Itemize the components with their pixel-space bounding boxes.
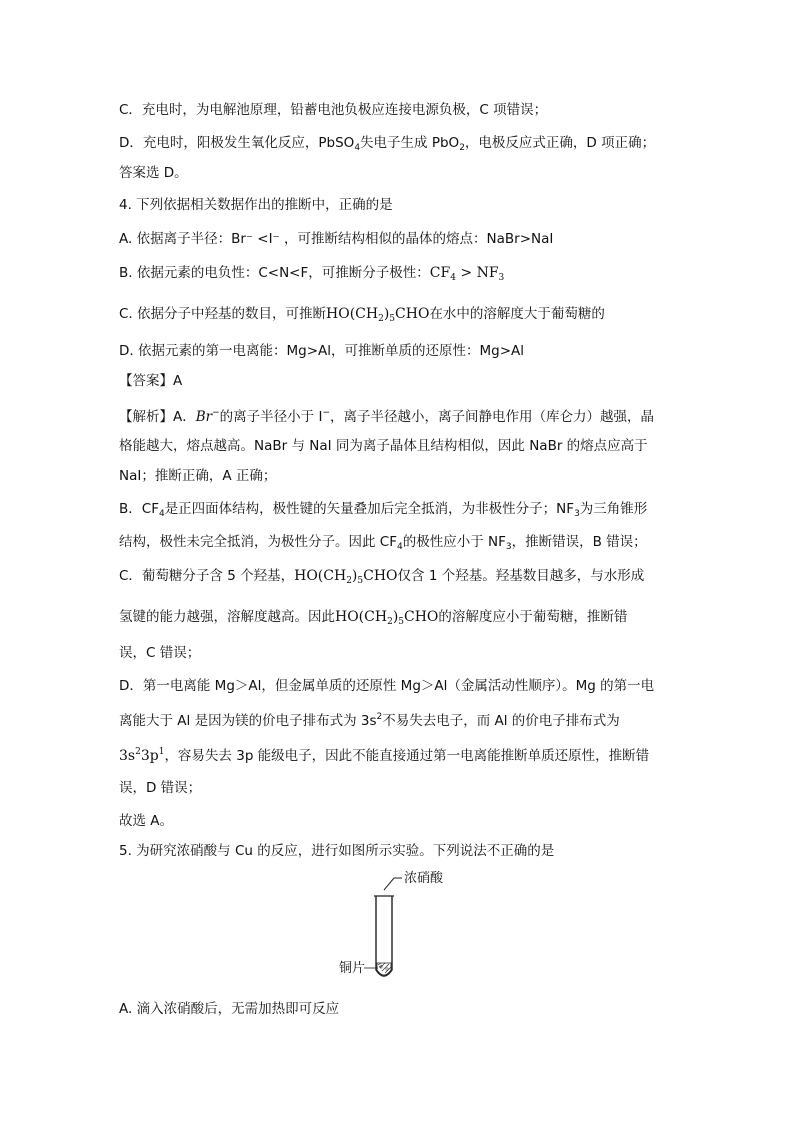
superscript: 2 — [135, 747, 141, 757]
text-fragment: ，推断错误，B 错误； — [511, 534, 647, 550]
text-fragment: 仅含 1 个羟基。羟基数目越多，与水形成 — [397, 568, 645, 584]
question-4-option-b — [119, 263, 504, 288]
text-fragment: ，容易失去 3p 能级电子，因此不能直接通过第一电离能推断单质还原性，推断错 — [164, 748, 650, 764]
explanation-line: D．第一电离能 Mg＞Al，但金属单质的还原性 Mg＞Al（金属活动性顺序）。Mg 的第一电 — [119, 678, 655, 694]
formula-part: 3p — [140, 748, 159, 764]
explanation-line: 故选 A。 — [119, 813, 174, 829]
text-fragment: B. 依据元素的电负性：C<N<F，可推断分子极性： — [119, 265, 430, 281]
text-fragment: D．充电时，阳极发生氧化反应，PbSO — [119, 135, 355, 151]
subscript: 5 — [357, 576, 364, 586]
formula-part: ) — [351, 568, 358, 584]
subscript: 4 — [354, 143, 361, 153]
formula — [430, 265, 505, 281]
subscript: 2 — [387, 617, 393, 627]
subscript: 5 — [398, 617, 405, 627]
text-fragment: 结构，极性未完全抵消，为极性分子。因此 CF — [119, 534, 397, 550]
text-line — [119, 133, 655, 158]
superscript: − — [322, 408, 330, 418]
question-4-stem: 4. 下列依据相关数据作出的推断中，正确的是 — [119, 197, 393, 213]
text-fragment: ，电极反应式正确，D 项正确； — [464, 135, 656, 151]
text-fragment: 氢键的能力越强，溶解度越高。因此 — [119, 609, 335, 625]
formula-part: Br — [195, 409, 213, 425]
text-fragment: 是正四面体结构，极性键的矢量叠加后完全抵消，为非极性分子；NF — [164, 501, 575, 517]
explanation-line — [119, 742, 649, 766]
formula — [335, 609, 438, 625]
explanation-line — [119, 566, 644, 591]
formula-part: ) — [383, 306, 390, 322]
superscript: 2 — [376, 712, 383, 722]
formula-part: CHO — [404, 609, 439, 625]
subscript: 2 — [459, 143, 465, 153]
text-fragment: B．CF — [119, 501, 159, 517]
formula — [326, 306, 429, 322]
subscript: 3 — [574, 509, 580, 519]
subscript: 4 — [158, 509, 165, 519]
explanation-line — [119, 707, 620, 731]
formula-part: HO(CH — [294, 568, 347, 584]
text-line: 答案选 D。 — [119, 165, 188, 181]
test-tube-figure — [336, 868, 476, 993]
question-4-option-a: A. 依据离子半径：Br⁻ <I⁻ ，可推断结构相似的晶体的熔点：NaBr>NaI — [119, 231, 554, 247]
explanation-line — [119, 403, 654, 427]
text-fragment: C．葡萄糖分子含 5 个羟基， — [119, 568, 295, 584]
explanation-line: 误，D 错误； — [119, 780, 202, 796]
figure-label-copper: 铜片 — [339, 961, 366, 976]
text-fragment: 的极性应小于 NF — [402, 534, 506, 550]
formula-part: CHO — [395, 306, 430, 322]
text-fragment: ，离子半径越小，离子间静电作用（库仑力）越强，晶 — [330, 409, 654, 425]
question-4-option-d: D. 依据元素的第一电离能：Mg>Al，可推断单质的还原性：Mg>Al — [119, 343, 525, 359]
explanation-line: NaI；推断正确，A 正确； — [119, 468, 277, 484]
text-fragment: 的离子半径小于 I — [219, 409, 323, 425]
subscript: 4 — [396, 542, 403, 552]
question-5-stem: 5. 为研究浓硝酸与 Cu 的反应，进行如图所示实验。下列说法不正确的是 — [119, 843, 555, 859]
text-fragment: 不易失去电子，而 Al 的价电子排布式为 — [382, 713, 620, 729]
subscript: 3 — [505, 542, 512, 552]
formula-part: 3s — [119, 748, 136, 764]
explanation-line — [119, 532, 647, 557]
explanation-line: 误，C 错误； — [119, 645, 201, 661]
text-fragment: 【解析】A． — [119, 409, 196, 425]
subscript: 2 — [346, 576, 352, 586]
text-fragment: 失电子生成 PbO — [360, 135, 460, 151]
formula-part: CHO — [363, 568, 398, 584]
text-line: C．充电时，为电解池原理，铅蓄电池负极应连接电源负极，C 项错误； — [119, 102, 548, 118]
formula-part: HO(CH — [335, 609, 388, 625]
text-fragment: 为三角锥形 — [579, 501, 648, 517]
formula — [119, 748, 164, 764]
explanation-line — [119, 607, 627, 632]
text-fragment: 的溶解度应小于葡萄糖，推断错 — [438, 609, 628, 625]
explanation-line — [119, 499, 647, 524]
question-5-option-a: A. 滴入浓硝酸后，无需加热即可反应 — [119, 1001, 340, 1017]
text-fragment: 在水中的溶解度大于葡萄糖的 — [429, 306, 605, 322]
subscript: 3 — [498, 273, 505, 283]
text-fragment: 离能大于 Al 是因为镁的价电子排布式为 3s — [119, 713, 377, 729]
question-4-option-c — [119, 304, 605, 329]
formula-part: > — [455, 265, 477, 281]
formula-part: HO(CH — [326, 306, 379, 322]
formula-part: CF — [429, 265, 451, 281]
formula — [294, 568, 397, 584]
formula-part: NF — [476, 265, 499, 281]
subscript: 4 — [450, 273, 456, 283]
text-fragment: C. 依据分子中羟基的数目，可推断 — [119, 306, 327, 322]
superscript: 1 — [158, 747, 165, 757]
formula-part: ) — [392, 609, 399, 625]
acid-pointer-line — [384, 878, 402, 890]
answer-label: 【答案】A — [119, 373, 183, 389]
explanation-line: 格能越大，熔点越高。NaBr 与 NaI 同为离子晶体且结构相似，因此 NaBr 的熔点应高于 — [119, 438, 648, 454]
figure-label-acid: 浓硝酸 — [404, 871, 444, 886]
subscript: 5 — [389, 314, 396, 324]
subscript: 2 — [378, 314, 384, 324]
superscript: − — [212, 408, 220, 418]
